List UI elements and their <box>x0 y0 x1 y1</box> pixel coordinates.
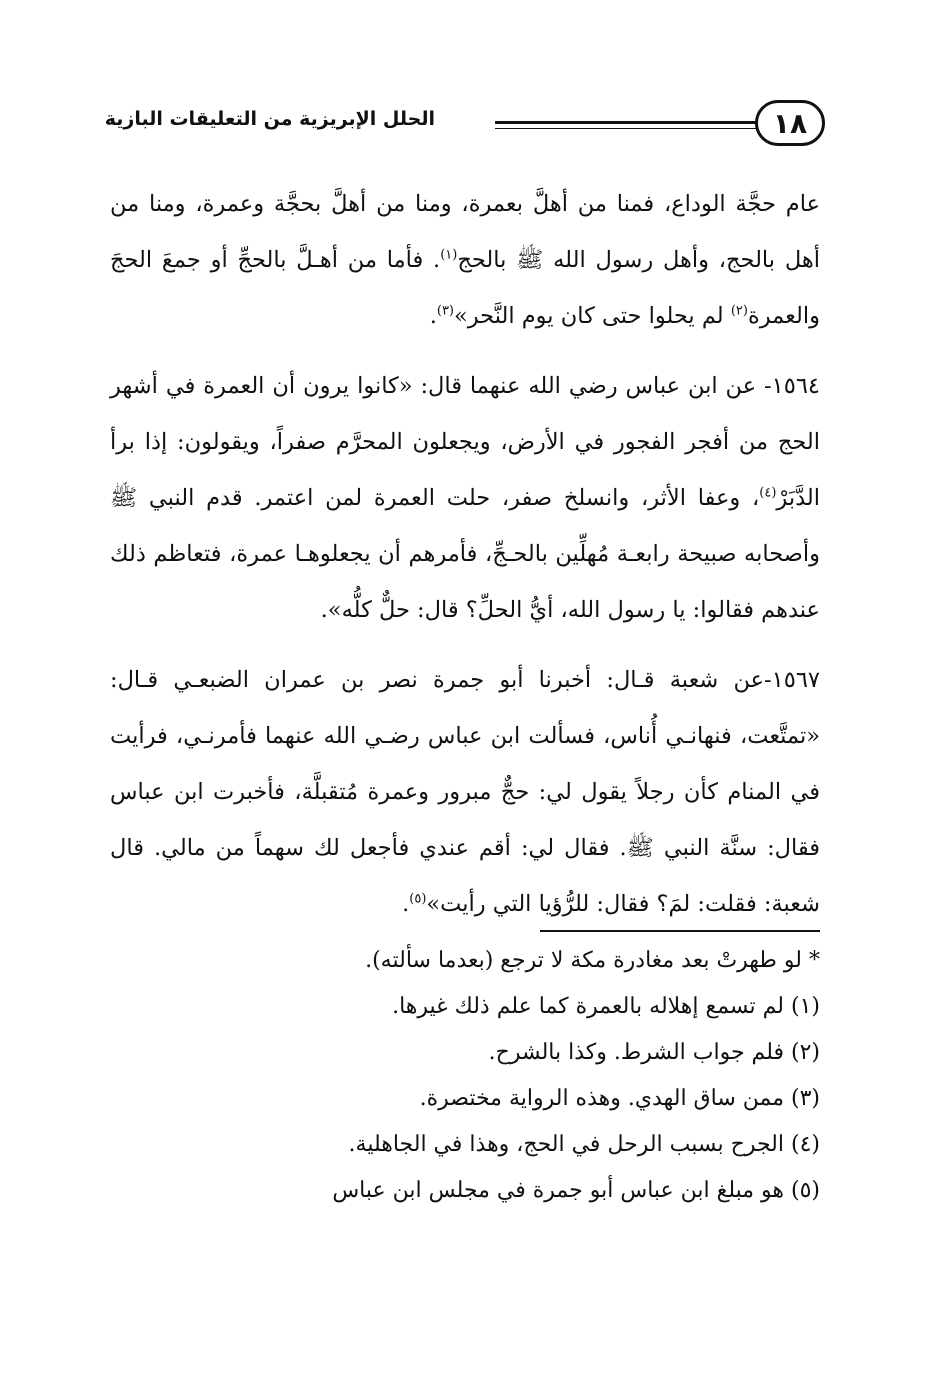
running-title: الحلل الإبريزية من التعليقات البازية <box>104 108 435 130</box>
footnote-marker: (٢) <box>730 303 748 319</box>
footnote-separator <box>540 930 820 932</box>
text-run: . <box>402 891 410 917</box>
footnotes <box>110 938 820 1214</box>
footnote-marker: (١) <box>440 247 458 263</box>
footnote-marker: (٤) <box>759 485 777 501</box>
footnote: (٢) فلم جواب الشرط. وكذا بالشرح. <box>488 1040 820 1065</box>
text-run: ١٥٦٤- عن ابن عباس رضي الله عنهما قال: «كانوا يرون أن العمرة في أشهر الحج من أفجر الفجور في الأرض، ويجعلون المحرَّم صفراً، ويقولون: إذا برأ الدَّبَرْ <box>110 373 820 511</box>
page-number: ١٨ <box>755 100 825 146</box>
paragraph <box>110 176 820 344</box>
footnote-marker: (٥) <box>409 891 427 907</box>
text-run: عام حجَّة الوداع، فمنا من أهلَّ بعمرة، ومنا من أهلَّ بحجَّة وعمرة، ومنا من أهل بالحج، وأهل رسول الله ﷺ بالحج <box>110 191 820 273</box>
paragraph <box>110 652 820 932</box>
footnote-marker: (٣) <box>436 303 454 319</box>
page-header <box>105 100 825 154</box>
header-rule <box>495 121 757 129</box>
text-run: . <box>429 303 437 329</box>
footnote: (١) لم تسمع إهلاله بالعمرة كما علم ذلك غيرها. <box>392 994 820 1019</box>
text-run: لم يحلوا حتى كان يوم النَّحر» <box>454 303 731 329</box>
footnote: (٣) ممن ساق الهدي. وهذه الرواية مختصرة. <box>419 1086 820 1111</box>
footnote: * لو طهرتْ بعد مغادرة مكة لا ترجع (بعدما سألته). <box>365 948 820 973</box>
footnote: (٤) الجرح بسبب الرحل في الحج، وهذا في الجاهلية. <box>348 1132 820 1157</box>
text-run: ١٥٦٧-عن شعبة قـال: أخبرنا أبو جمرة نصر بن عمران الضبعـي قـال: «تمتَّعت، فنهانـي أُناس، فسألت ابن عباس رضـي الله عنهما فأمرنـي، فرأيت في المنام كأن رجلاً يقول لي: حجٌّ مبرور وعمرة مُتقبلَّة، فأخبرت ابن عباس فقال: سنَّة النبي ﷺ. فقال لي: أقم عندي فأجعل لك سهماً من مالي. قال شعبة: فقلت: لمَ؟ فقال: للرُّؤيا التي رأيت» <box>110 667 820 917</box>
text-run: . فأما من أهـلَّ بالحجِّ أو جمعَ الحجَ والعمرة <box>110 247 820 329</box>
footnote: (٥) هو مبلغ ابن عباس أبو جمرة في مجلس ابن عباس <box>332 1178 820 1203</box>
main-text <box>110 176 820 932</box>
text-run: ، وعفا الأثر، وانسلخ صفر، حلت العمرة لمن اعتمر. قدم النبي ﷺ وأصحابه صبيحة رابعـة مُهلِّين بالحـجِّ، فأمرهم أن يجعلوهـا عمرة، فتعاظم ذلك عندهم فقالوا: يا رسول الله، أيُّ الحلِّ؟ قال: حلٌّ كلُّه». <box>110 485 820 623</box>
paragraph <box>110 358 820 638</box>
